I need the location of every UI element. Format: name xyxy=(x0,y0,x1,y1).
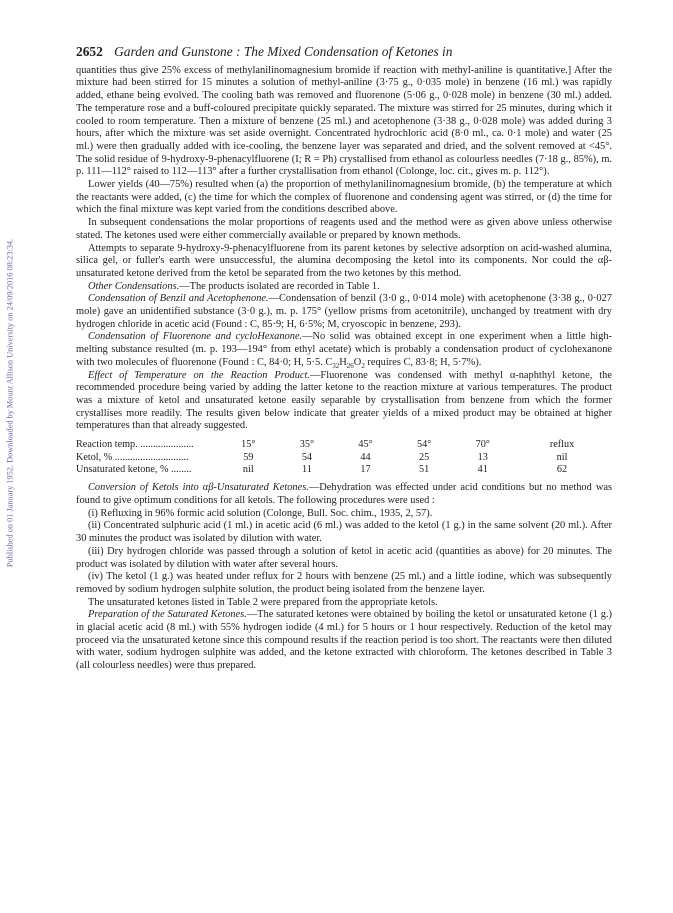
paragraph-6-body: —Condensation of benzil (3·0 g., 0·014 mole) with acetophenone (3·38 g., 0·027 mole) gave an unidentified substance (3·0 g.), m. p. 175° (yellow prisms from acetonitrile), unchanged by treatment with dry hydrogen chloride in acetic acid (Found : C, 85·9; H, 6·5%; M, cryoscopic in benzene, 293). xyxy=(76,293,613,330)
paragraph-15 xyxy=(76,609,612,673)
paragraph-9-body: —Dehydration was effected under acid conditions but no method was found to give optimum conditions for all ketols. The following procedures were used : xyxy=(76,482,612,507)
table-row-label: Ketol, % ............................. xyxy=(76,451,189,463)
table-row xyxy=(76,464,612,476)
table-cell: 44 xyxy=(360,451,371,463)
paragraph-3: In subsequent condensations the molar proportions of reagents used and the method were as given above unless otherwise stated. The ketones used were either commercially available or prepared by known methods. xyxy=(76,217,612,241)
table-cell: 45° xyxy=(358,439,373,451)
paragraph-9 xyxy=(76,482,612,507)
procedure-iv: (iv) The ketol (1 g.) was heated under reflux for 2 hours with benzene (25 ml.) and a little iodine, which was subsequently removed by sodium hydrogen sulphite solution, the product being isolated from the benzene layer. xyxy=(76,571,612,595)
section-heading-cyclohexanone: Condensation of Fluorenone and cycloHexanone. xyxy=(88,331,303,343)
running-header xyxy=(76,46,612,59)
section-heading-temperature: Effect of Temperature on the Reaction Product. xyxy=(88,369,311,381)
table-cell: nil xyxy=(556,451,568,463)
table-cell: 11 xyxy=(302,463,312,475)
section-heading-other-condensations: Other Condensations. xyxy=(88,280,180,292)
section-heading-saturated: Preparation of the Saturated Ketones. xyxy=(88,609,247,621)
table-cell: nil xyxy=(242,463,254,475)
table-row xyxy=(76,439,612,451)
page-number: 2652 xyxy=(76,44,103,59)
table-cell: 15° xyxy=(241,439,256,451)
paragraph-1: quantities thus give 25% excess of methylanilinomagnesium bromide if reaction with methyl-aniline is quantitative.] After the mixture had been stirred for 15 minutes a solution of methyl-aniline (3·75 g., 0·035 mole) in benzene (16 ml.) was rapidly added, ethane being evolved. The cooling bath was removed and fluorenone (5·06 g., 0·028 mole) in benzene (30 ml.) added. The temperature rose and a buff-coloured precipitate quickly separated. The mixture was stirred for 25 minutes, during which it cooled to room temperature. Then a mixture of benzene (25 ml.) and acetophenone (3·38 g., 0·028 mole) was added during 3 hours, after which the mixture was set aside overnight. Concentrated hydrochloric acid (8·0 ml., ca. 0·1 mole) and water (25 ml.) were then gradually added with ice-cooling, the benzene layer was separated and dried, and the solvent removed at <45°. The solid residue of 9-hydroxy-9-phenacylfluorene (I; R = Ph) crystallised from ethanol as colourless needles (7·18 g., 85%), m. p. 111—112° raised to 112—113° after a further crystallisation from ethanol (Colonge, loc. cit., gives m. p. 112°). xyxy=(76,64,612,178)
table-cell: 54° xyxy=(417,439,432,451)
paragraph-15-body: —The saturated ketones were obtained by boiling the ketol or unsaturated ketone (1 g.) in glacial acetic acid (8 ml.) with 55% hydrogen iodide (4 ml.) for 5 hours or 1 hour respectively. Reduction of the ketol may proceed via the unsaturated ketone since this compound results if the reaction period is too short. The reactants were then diluted with water, sodium hydrogen sulphite was added, and the ketone extracted with chloroform. The ketones described in Table 3 (all colourless needles) were thus prepared. xyxy=(76,609,613,672)
table-cell: 41 xyxy=(477,463,488,475)
table-cell: 51 xyxy=(419,463,430,475)
table-cell: 59 xyxy=(243,451,254,463)
table-cell: 62 xyxy=(556,463,568,475)
running-title: Garden and Gunstone : The Mixed Condensation of Ketones in xyxy=(114,44,453,59)
table-cell: 25 xyxy=(419,451,430,463)
formula-subscript-o: 2 xyxy=(361,361,365,370)
paragraph-2: Lower yields (40—75%) resulted when (a) the proportion of methylanilinomagnesium bromide, (b) the temperature at which the reactants were added, (c) the time for which the complex of fluorenone and condensing agent was stirred, or (d) the time for which the final mixture was kept varied from the conditions described above. xyxy=(76,179,612,216)
table-cell: 17 xyxy=(360,463,371,475)
paragraph-8-body: —Fluorenone was condensed with methyl α-naphthyl ketone, the recommended procedure being varied by adding the latter ketone to the reaction mixture at various temperatures. The product was a mixture of ketol and unsaturated ketone easily separable by crystallisation from benzene from which the former crystallises more readily. The results given below indicate that greater yields of a mixed product may be obtained at higher temperatures than that already suggested. xyxy=(76,369,612,432)
section-heading-conversion: Conversion of Ketols into αβ-Unsaturated Ketones. xyxy=(88,482,309,494)
formula-subscript-c: 32 xyxy=(332,361,340,370)
paragraph-7 xyxy=(76,331,612,369)
paragraph-5 xyxy=(76,281,612,294)
table-cell: reflux xyxy=(549,439,575,451)
temperature-results-table xyxy=(76,439,612,476)
paragraph-6 xyxy=(76,293,612,331)
paper-page xyxy=(76,46,612,673)
procedure-iii: (iii) Dry hydrogen chloride was passed through a solution of ketol in acetic acid (quantities as above) for 20 minutes. The product was isolated by dilution with water after several hours. xyxy=(76,545,612,570)
formula-o: O xyxy=(353,356,362,368)
download-watermark xyxy=(3,108,17,698)
formula-subscript-h: 26 xyxy=(346,361,354,370)
section-heading-benzil: Condensation of Benzil and Acetophenone. xyxy=(88,293,269,305)
table-cell: 35° xyxy=(299,439,315,451)
paragraph-7-body-d: requires C, 83·8; H, 5·7%). xyxy=(364,356,482,368)
procedure-ii: (ii) Concentrated sulphuric acid (1 ml.) in acetic acid (6 ml.) was added to the ketol (1 g.) in the same solvent (20 ml.). After 30 minutes the product was isolated by dilution with water. xyxy=(76,520,612,545)
table-cell: 54 xyxy=(301,451,312,463)
table-row-label: Unsaturated ketone, % ........ xyxy=(76,463,192,475)
table-cell: 70° xyxy=(475,439,490,451)
paragraph-5-body: —The products isolated are recorded in Table 1. xyxy=(179,280,380,292)
paragraph-4: Attempts to separate 9-hydroxy-9-phenacylfluorene from its parent ketones by selective adsorption on acid-washed alumina, silica gel, or fuller's earth were unsuccessful, the alumina decomposing the ketol into its components. Nor could the αβ-unsaturated ketone derived from the ketol be separated from the two ketones by this method. xyxy=(76,242,612,279)
procedure-i: (i) Refluxing in 96% formic acid solution (Colonge, Bull. Soc. chim., 1935, 2, 57). xyxy=(88,507,433,519)
paragraph-14: The unsaturated ketones listed in Table 2 were prepared from the appropriate ketols. xyxy=(88,596,438,608)
download-watermark-text: Published on 01 January 1952. Downloaded by Mount Allison University on 24/09/2016 08:23:34. xyxy=(5,238,15,568)
table-row xyxy=(76,452,612,464)
formula-h: H xyxy=(339,356,347,368)
paragraph-8 xyxy=(76,370,612,434)
paragraph-7-body-a: —No solid was obtained except in one experiment when a little high-melting substance resulted (m. p. 193—194° from ethyl acetate) which is probably a condensation product of cyclohexanone with two molecules of fluorenone (Found : C, 84·0; H, 5·5. C xyxy=(76,331,613,368)
table-cell: 13 xyxy=(477,451,488,463)
table-row-label: Reaction temp. ..................... xyxy=(76,439,194,451)
